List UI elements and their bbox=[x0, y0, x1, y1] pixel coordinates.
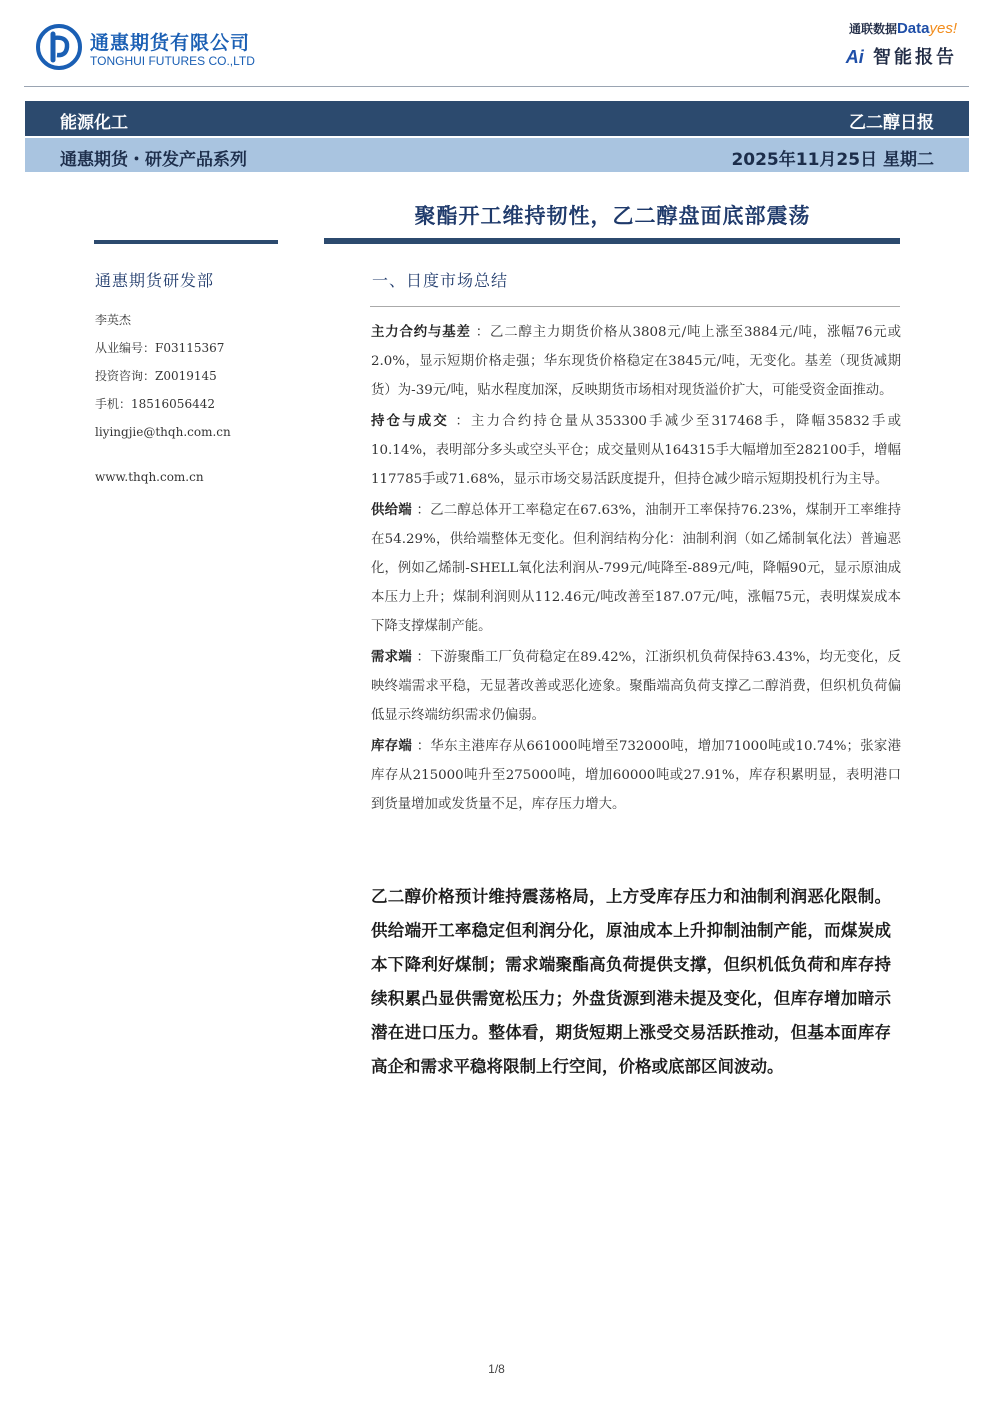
website-link[interactable]: www.thqh.com.cn bbox=[95, 470, 204, 484]
email-link[interactable]: liyingjie@thqh.com.cn bbox=[95, 425, 231, 439]
ai-report-label bbox=[757, 43, 957, 69]
paragraph-label: 持仓与成交 bbox=[371, 414, 449, 429]
datayes-data: Data bbox=[896, 20, 930, 37]
analyst-info bbox=[95, 313, 231, 453]
header-divider bbox=[24, 86, 969, 87]
paragraph-label: 供给端 bbox=[371, 503, 412, 518]
paragraph-demand bbox=[371, 643, 901, 730]
report-date: 2025年11月25日 星期二 bbox=[731, 150, 934, 170]
report-title: 聚酯开工维持韧性，乙二醇盘面底部震荡 bbox=[414, 204, 811, 228]
ai-prefix: Ai bbox=[845, 47, 864, 67]
paragraph-text: ：主力合约持仓量从353300手减少至317468手，降幅35832手或10.14%，表明部分多头或空头平仓；成交量则从164315手大幅增加至282100手，增幅117785手或71.68%，显示市场交易活跃度提升，但持仓减少暗示短期投机行为主导。 bbox=[371, 414, 902, 487]
series-bar bbox=[25, 138, 969, 172]
category-label: 能源化工 bbox=[60, 113, 128, 133]
category-bar bbox=[25, 101, 969, 136]
paragraph-text: ：下游聚酯工厂负荷稳定在89.42%，江浙织机负荷保持63.43%，均无变化，反映终端需求平稳，无显著改善或恶化迹象。聚酯端高负荷支撑乙二醇消费，但织机负荷偏低显示终端纺织需求仍偏弱。 bbox=[371, 650, 902, 723]
consulting-number: 投资咨询：Z0019145 bbox=[95, 369, 217, 383]
sidebar-title-rule bbox=[94, 240, 278, 244]
paragraph-supply bbox=[371, 496, 901, 641]
datayes-yes: yes! bbox=[929, 20, 957, 37]
section-heading: 一、日度市场总结 bbox=[372, 271, 509, 290]
analyst-name: 李英杰 bbox=[95, 313, 132, 327]
report-type-label: 乙二醇日报 bbox=[849, 113, 934, 133]
paragraph-label: 需求端 bbox=[371, 650, 412, 665]
practice-number: 从业编号：F03115367 bbox=[95, 341, 225, 355]
page-number: 1/8 bbox=[488, 1362, 505, 1376]
datayes-brand bbox=[757, 20, 957, 37]
company-name-en: TONGHUI FUTURES CO.,LTD bbox=[90, 54, 255, 68]
market-summary-body bbox=[371, 318, 901, 821]
paragraph-text: ：乙二醇总体开工率稳定在67.63%，油制开工率保持76.23%，煤制开工率维持在54.29%，供给端整体无变化。但利润结构分化：油制利润（如乙烯制氧化法）普遍恶化，例如乙烯制-SHELL氧化法利润从-799元/吨降至-889元/吨，降幅90元，显示原油成本压力上升；煤制利润则从112.46元/吨改善至187.07元/吨，涨幅75元，表明煤炭成本下降支撑煤制产能。 bbox=[371, 503, 902, 634]
paragraph-label: 主力合约与基差 bbox=[371, 325, 471, 340]
outlook-summary: 乙二醇价格预计维持震荡格局，上方受库存压力和油制利润恶化限制。供给端开工率稳定但利润分化，原油成本上升抑制油制产能，而煤炭成本下降利好煤制；需求端聚酯高负荷提供支撑，但织机低负荷和库存持续积累凸显供需宽松压力；外盘货源到港未提及变化，但库存增加暗示潜在进口压力。整体看，期货短期上涨受交易活跃推动，但基本面库存高企和需求平稳将限制上行空间，价格或底部区间波动。 bbox=[371, 887, 891, 1076]
paragraph-text: ：华东主港库存从661000吨增至732000吨，增加71000吨或10.74%；张家港库存从215000吨升至275000吨，增加60000吨或27.91%，库存积累明显，表明港口到货量增加或发货量不足，库存压力增大。 bbox=[371, 739, 902, 812]
datayes-cn: 通联数据 bbox=[848, 22, 897, 36]
datayes-logo bbox=[757, 20, 957, 76]
paragraph-position-volume bbox=[371, 407, 901, 494]
paragraph-text: ：乙二醇主力期货价格从3808元/吨上涨至3884元/吨，涨幅76元或2.0%，显示短期价格走强；华东现货价格稳定在3845元/吨，无变化。基差（现货减期货）为-39元/吨，贴水程度加深，反映期货市场相对现货溢价扩大，可能受资金面推动。 bbox=[371, 325, 901, 398]
ai-report-text: 智能报告 bbox=[873, 47, 957, 68]
tonghui-logo-icon bbox=[36, 24, 82, 70]
paragraph-inventory bbox=[371, 732, 901, 819]
section-divider bbox=[370, 306, 900, 307]
department-name: 通惠期货研发部 bbox=[95, 271, 215, 290]
company-name-cn: 通惠期货有限公司 bbox=[90, 32, 251, 54]
phone-number: 手机：18516056442 bbox=[95, 397, 215, 411]
company-logo bbox=[36, 24, 296, 76]
paragraph-label: 库存端 bbox=[371, 739, 413, 754]
series-label: 通惠期货・研发产品系列 bbox=[60, 150, 247, 170]
paragraph-contract-basis bbox=[371, 318, 901, 405]
main-title-rule bbox=[324, 238, 900, 244]
